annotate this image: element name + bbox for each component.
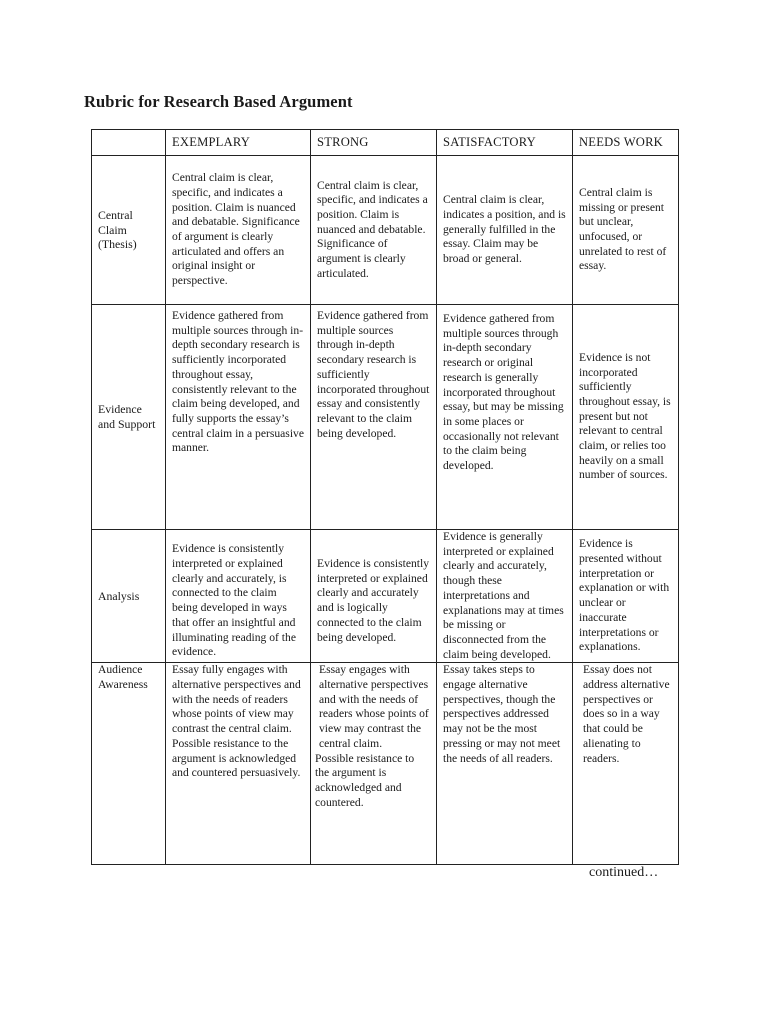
table-row xyxy=(92,663,679,865)
cell-needs-work: Central claim is missing or present but unclear, unfocused, or unrelated to rest of essay. xyxy=(573,156,679,305)
row-label-evidence: Evidence and Support xyxy=(92,305,166,530)
cell-exemplary: Essay fully engages with alternative perspectives and with the needs of readers whose points of view may contrast the central claim. Possible resistance to the argument is acknowledged and countered persuasively. xyxy=(166,663,311,865)
cell-strong: Evidence is consistently interpreted or explained clearly and accurately and is logically connected to the claim being developed. xyxy=(311,530,437,663)
rubric-table xyxy=(91,129,679,865)
header-row xyxy=(92,130,679,156)
header-exemplary: EXEMPLARY xyxy=(166,130,311,156)
row-label-analysis: Analysis xyxy=(92,530,166,663)
cell-exemplary: Evidence gathered from multiple sources through in-depth secondary research is sufficiently incorporated throughout essay, consistently relevant to the claim being developed, and fully supports the essay’s central claim in a persuasive manner. xyxy=(166,305,311,530)
table-row xyxy=(92,530,679,663)
cell-satisfactory: Evidence is generally interpreted or explained clearly and accurately, though these interpretations and explanations may at times be missing or disconnected from the claim being developed. xyxy=(437,530,573,663)
table-row xyxy=(92,156,679,305)
cell-exemplary: Evidence is consistently interpreted or explained clearly and accurately, is connected to the claim being developed in ways that offer an insightful and illuminating reading of the evidence. xyxy=(166,530,311,663)
cell-strong-part-a: Essay engages with alternative perspectives and with the needs of readers whose points of view may contrast the central claim. xyxy=(319,663,429,750)
cell-exemplary: Central claim is clear, specific, and indicates a position. Claim is nuanced and debatable. Significance of argument is clearly articulated and offers an original insight or perspective. xyxy=(166,156,311,305)
continued-note: continued… xyxy=(589,865,659,880)
cell-satisfactory: Central claim is clear, indicates a position, and is generally fulfilled in the essay. Claim may be broad or general. xyxy=(437,156,573,305)
cell-strong: Evidence gathered from multiple sources through in-depth secondary research is sufficiently incorporated throughout essay and consistently relevant to the claim being developed. xyxy=(311,305,437,530)
document-title: Rubric for Research Based Argument xyxy=(84,92,353,111)
header-needs-work: NEEDS WORK xyxy=(573,130,679,156)
header-strong: STRONG xyxy=(311,130,437,156)
row-label-central-claim: Central Claim (Thesis) xyxy=(92,156,166,305)
cell-needs-work: Essay does not address alternative perspectives or does so in a way that could be alienating to readers. xyxy=(573,663,679,865)
cell-strong: Central claim is clear, specific, and indicates a position. Claim is nuanced and debatable. Significance of argument is clearly articulated. xyxy=(311,156,437,305)
cell-satisfactory: Evidence gathered from multiple sources through in-depth secondary research or original research is generally incorporated throughout essay, but may be missing in some places or occasionally not relevant to the claim being developed. xyxy=(437,305,573,530)
cell-strong-part-b: Possible resistance to the argument is acknowledged and countered. xyxy=(315,751,415,809)
row-label-audience: Audience Awareness xyxy=(92,663,166,865)
header-blank xyxy=(92,130,166,156)
cell-needs-work: Evidence is not incorporated sufficiently throughout essay, is present but not relevant to central claim, or relies too heavily on a small number of sources. xyxy=(573,305,679,530)
table-row xyxy=(92,305,679,530)
cell-needs-work: Evidence is presented without interpretation or explanation or with unclear or inaccurate interpretations or explanations. xyxy=(573,530,679,663)
cell-satisfactory: Essay takes steps to engage alternative perspectives, though the perspectives addressed may not be the most pressing or may not meet the needs of all readers. xyxy=(437,663,573,865)
cell-strong xyxy=(311,663,437,865)
header-satisfactory: SATISFACTORY xyxy=(437,130,573,156)
